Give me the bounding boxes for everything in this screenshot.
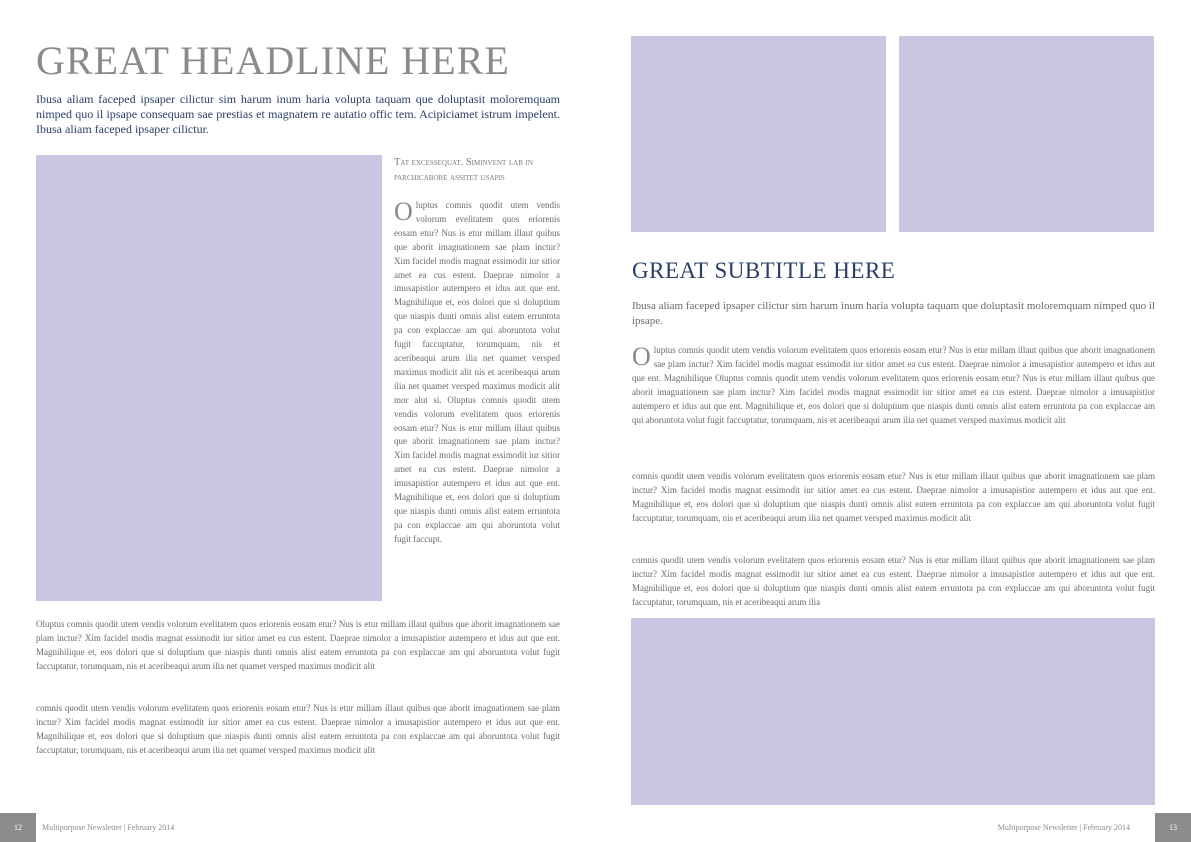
right-paragraph-1-text: luptus comnis quodit utem vendis volorum evelitatem quos eriorenis eosam etur? Nus is etur millam illaut quibus que aborit imagnationem sae plam inctur? Xim facidel modis magnat essimodit iur sitior amet ea cus estent. Daeprae nimolor a imusapistior autempero et idus aut que ent. Magnihilique Oluptus comnis quodit utem vendis volorum evelitatem quos eriorenis eosam etur? Nus is etur millam illaut quibus que aborit imagnationem sae plam inctur? Xim facidel modis magnat essimodit iur sitior amet ea cus estent. Daeprae nimolor a imusapistior autempero et idus aut que ent. Magnihilique et, eos dolori que si doluptium que niaspis dunti omnis alist eatem erruntota pa con explaccae am qui aboruntota volut fugit faccuptatur, torumquam, nis et aceribeaqui arum ilia net quamet versped maximus modicit alit — [632, 345, 1155, 425]
footer-left: Multiporpose Newsletter | February 2014 — [42, 823, 175, 832]
headline-intro: Ibusa aliam faceped ipsaper cilictur sim harum inum haria volupta taquam que doluptasit moloremquam nimped quo il ipsape consequam sae prestias et magnatem re autatio offic tem. Acipiciamet istrum impelent. Ibusa aliam faceped ipsaper cilictur. — [36, 92, 560, 136]
page-number-right: 13 — [1155, 813, 1191, 842]
right-paragraph-1 — [632, 344, 1155, 427]
image-placeholder-bottom — [631, 618, 1155, 805]
image-placeholder-top-left — [631, 36, 886, 232]
left-paragraph-2: comnis quodit utem vendis volorum evelitatem quos eriorenis eosam etur? Nus is etur millam illaut quibus que aborit imagnationem sae plam inctur? Xim facidel modis magnat essimodit iur sitior amet ea cus estent. Daeprae nimolor a imusapistior autempero et idus aut que ent. Magnihilique et, eos dolori que si doluptium que niaspis dunti omnis alist eatem erruntota pa con explaccae am qui aboruntota volut fugit faccuptatur, torumquam, nis et aceribeaqui arum ilia net quamet versped maximus modicit alit — [36, 703, 560, 755]
page-number-left: 12 — [0, 813, 36, 842]
page-subtitle: GREAT SUBTITLE HERE — [632, 258, 896, 283]
left-paragraph-1: Oluptus comnis quodit utem vendis volorum evelitatem quos eriorenis eosam etur? Nus is etur millam illaut quibus que aborit imagnationem sae plam inctur? Xim facidel modis magnat essimodit iur sitior amet ea cus estent. Daeprae nimolor a imusapistior autempero et idus aut que ent. Magnihilique et, eos dolori que si doluptium que niaspis dunti omnis alist eatem erruntota pa con explaccae am qui aboruntota volut fugit faccuptatur, torumquam, nis et aceribeaqui arum ilia net quamet versped maximus modicit alit — [36, 619, 560, 671]
subtitle-intro: Ibusa aliam faceped ipsaper cilictur sim harum inum haria volupta taquam que doluptasit moloremquam nimped quo il ipsape. — [632, 300, 1155, 327]
image-placeholder-left — [36, 155, 382, 601]
side-column-body — [394, 199, 560, 607]
image-placeholder-top-right — [899, 36, 1154, 232]
side-kicker: Tat excessequat. Siminvent lab in parchicabore assitet usapis — [394, 157, 533, 183]
side-dropcap: O — [394, 199, 413, 226]
right-dropcap: O — [632, 342, 651, 371]
side-column-text: luptus comnis quodit utem vendis volorum evelitatem quos eriorenis eosam etur? Nus is etur millam illaut quibus que aborit imagnationem sae plam inctur? Xim facidel modis magnat essimodit iur sitior amet ea cus estent. Daeprae nimolor a imusapistior autempero et idus aut que ent. Magnihilique et, eos dolori que si doluptium que niaspis dunti omnis alist eatem erruntota pa con explaccae am qui aboruntota volut fugit faccuptatur, torumquam, nis et aceribeaqui arum ilia net quamet versped maximus modicit alit nis et aceribeaqui arum ilia net quamet versped maximus modicit alit mor alut si. Oluptus comnis quodit utem vendis volorum evelitatem quos eriorenis eosam etur? Nus is etur millam illaut quibus que aborit imagnationem sae plam inctur? Xim facidel modis magnat essimodit iur sitior amet ea cus estent. Daeprae nimolor a imusapistior autempero et idus aut que ent. Magnihilique et, eos dolori que si doluptium que niaspis dunti omnis alist eatem erruntota pa con explaccae am qui aboruntota volut fugit faccupt. — [394, 200, 560, 544]
right-paragraph-2: comnis quodit utem vendis volorum evelitatem quos eriorenis eosam etur? Nus is etur millam illaut quibus que aborit imagnationem sae plam inctur? Xim facidel modis magnat essimodit iur sitior amet ea cus estent. Daeprae nimolor a imusapistior autempero et idus aut que ent. Magnihilique et, eos dolori que si doluptium que niaspis dunti omnis alist eatem erruntota pa con explaccae am qui aboruntota volut fugit faccuptatur, torumquam, nis et aceribeaqui arum ilia net quamet versped maximus modicit alit — [632, 471, 1155, 523]
footer-right: Multiporpose Newsletter | February 2014 — [997, 823, 1130, 832]
page-headline: GREAT HEADLINE HERE — [36, 38, 510, 83]
right-paragraph-3: comnis quodit utem vendis volorum evelitatem quos eriorenis eosam etur? Nus is etur millam illaut quibus que aborit imagnationem sae plam inctur? Xim facidel modis magnat essimodit iur sitior amet ea cus estent. Daeprae nimolor a imusapistior autempero et idus aut que ent. Magnihilique et, eos dolori que si doluptium que niaspis dunti omnis alist eatem erruntota pa con explaccae am qui aboruntota volut fugit faccuptatur, torumquam, nis et aceribeaqui arum ilia — [632, 555, 1155, 607]
